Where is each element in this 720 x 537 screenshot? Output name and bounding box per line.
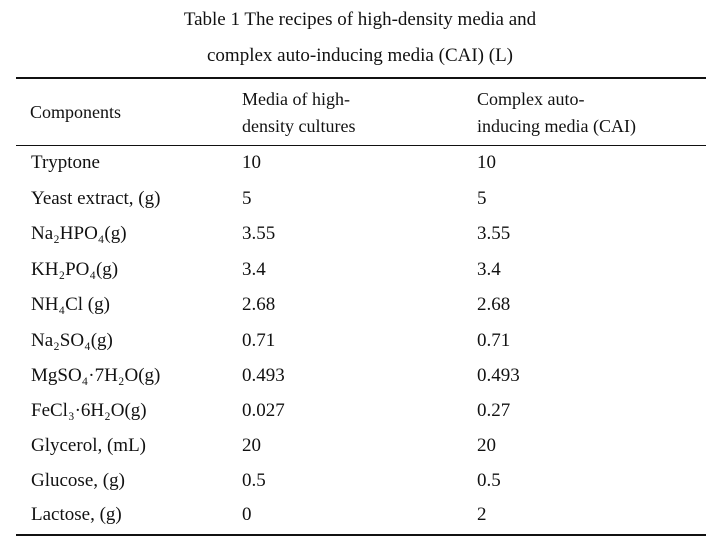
high-density-cell: 0.71	[242, 330, 276, 351]
component-cell: KH₂PO₄(g)	[31, 259, 119, 280]
cai-cell: 0.71	[477, 330, 511, 351]
high-density-cell: 3.55	[242, 223, 276, 244]
table-row	[0, 288, 720, 324]
table-row	[0, 429, 720, 465]
high-density-cell: 10	[242, 152, 261, 173]
table-caption-line-1: Table 1 The recipes of high-density media and	[183, 9, 537, 30]
table-row	[0, 217, 720, 253]
high-density-cell: 0.027	[242, 400, 285, 421]
high-density-cell: 0	[242, 504, 252, 525]
component-cell: NH₄Cl (g)	[31, 294, 110, 315]
component-cell: Yeast extract, (g)	[31, 188, 161, 209]
header-cai-line-1: Complex auto-	[477, 89, 585, 109]
component-cell: FeCl₃·6H₂O(g)	[31, 400, 147, 421]
cai-cell: 5	[477, 188, 487, 209]
cai-cell: 0.27	[477, 400, 511, 421]
high-density-cell: 2.68	[242, 294, 276, 315]
component-cell: Glycerol, (mL)	[31, 435, 147, 456]
table-row	[0, 324, 720, 360]
cai-cell: 2	[477, 504, 487, 525]
component-cell: Glucose, (g)	[31, 470, 125, 491]
component-cell: Na₂SO₄(g)	[31, 330, 113, 351]
component-cell: Tryptone	[31, 152, 100, 173]
component-cell: Lactose, (g)	[31, 504, 122, 525]
cai-cell: 2.68	[477, 294, 511, 315]
cai-cell: 10	[477, 152, 496, 173]
high-density-cell: 5	[242, 188, 252, 209]
bottom-rule	[16, 534, 706, 536]
cai-cell: 0.5	[477, 470, 501, 491]
high-density-cell: 20	[242, 435, 261, 456]
header-cai	[477, 86, 636, 140]
header-components: Components	[30, 102, 122, 122]
cai-cell: 3.4	[477, 259, 501, 280]
cai-cell: 20	[477, 435, 496, 456]
table-row	[0, 359, 720, 395]
table-row	[0, 182, 720, 218]
table-row	[0, 394, 720, 430]
high-density-cell: 0.493	[242, 365, 285, 386]
table-caption-line-2: complex auto-inducing media (CAI) (L)	[206, 45, 513, 66]
header-high-density-line-1: Media of high-	[242, 89, 350, 109]
header-high-density	[242, 86, 355, 140]
header-high-density-line-2: density cultures	[242, 116, 356, 136]
cai-cell: 0.493	[477, 365, 520, 386]
header-cai-line-2: inducing media (CAI)	[477, 116, 636, 136]
component-cell: Na₂HPO₄(g)	[31, 223, 127, 244]
table-row	[0, 464, 720, 500]
component-cell: MgSO₄·7H₂O(g)	[31, 365, 161, 386]
table-row	[0, 498, 720, 534]
table-row	[0, 253, 720, 289]
high-density-cell: 0.5	[242, 470, 266, 491]
top-rule	[16, 77, 706, 79]
cai-cell: 3.55	[477, 223, 511, 244]
table-row	[0, 146, 720, 182]
high-density-cell: 3.4	[242, 259, 266, 280]
